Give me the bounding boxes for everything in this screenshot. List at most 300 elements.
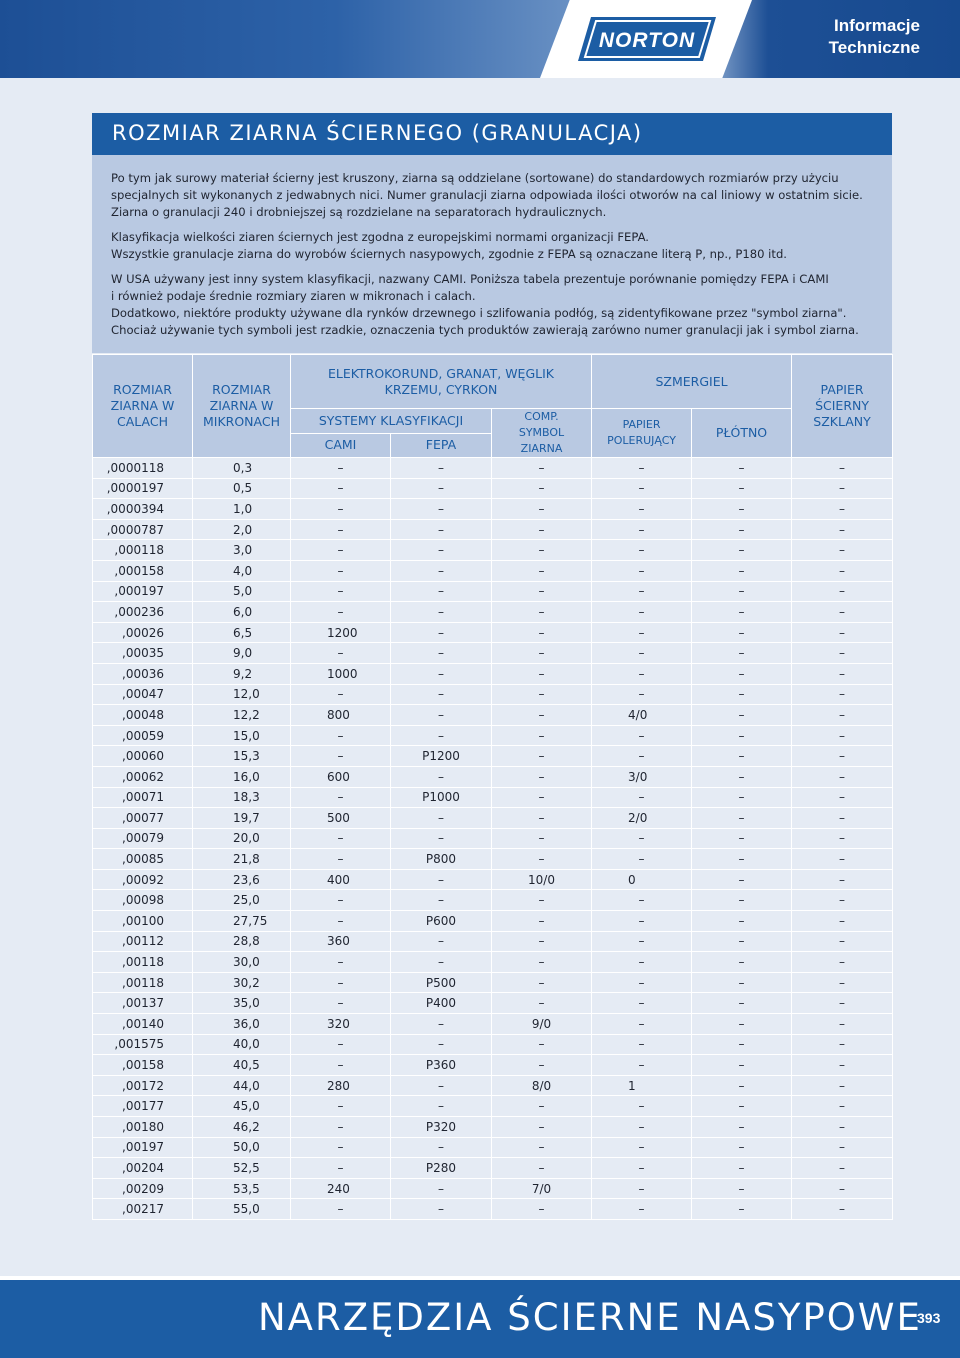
- table-row: [93, 1055, 893, 1076]
- cell-fepa: –: [391, 1014, 492, 1035]
- cell-polishing-paper: –: [592, 787, 692, 808]
- cell-cloth: –: [692, 560, 792, 581]
- cell-cami: 800: [291, 705, 391, 726]
- cell-cami: 1200: [291, 622, 391, 643]
- cell-inch: ,00100: [93, 911, 193, 932]
- table-row: [93, 1137, 893, 1158]
- cell-micron: 6,0: [193, 602, 291, 623]
- section-title-bar: [92, 113, 892, 155]
- cell-polishing-paper: –: [592, 931, 692, 952]
- cell-fepa: P800: [391, 849, 492, 870]
- cell-inch: ,00118: [93, 952, 193, 973]
- cell-micron: 20,0: [193, 828, 291, 849]
- cell-cami: –: [291, 540, 391, 561]
- table-row: [93, 972, 893, 993]
- cell-comp-symbol: –: [492, 705, 592, 726]
- cell-comp-symbol: –: [492, 808, 592, 829]
- table-row: [93, 560, 893, 581]
- cell-cloth: –: [692, 1075, 792, 1096]
- cell-micron: 0,5: [193, 478, 291, 499]
- cell-fepa: –: [391, 1178, 492, 1199]
- table-row: [93, 643, 893, 664]
- cell-glass-paper: –: [792, 643, 893, 664]
- cell-cami: –: [291, 1199, 391, 1220]
- cell-glass-paper: –: [792, 622, 893, 643]
- cell-cloth: –: [692, 663, 792, 684]
- cell-polishing-paper: –: [592, 1117, 692, 1138]
- cell-polishing-paper: –: [592, 993, 692, 1014]
- cell-micron: 44,0: [193, 1075, 291, 1096]
- cell-cloth: –: [692, 1034, 792, 1055]
- cell-comp-symbol: –: [492, 890, 592, 911]
- cell-cloth: –: [692, 1199, 792, 1220]
- table-row: [93, 931, 893, 952]
- cell-polishing-paper: –: [592, 849, 692, 870]
- logo-text: NORTON: [598, 29, 696, 52]
- cell-fepa: –: [391, 499, 492, 520]
- cell-cloth: –: [692, 602, 792, 623]
- cell-inch: ,00217: [93, 1199, 193, 1220]
- cell-inch: ,00177: [93, 1096, 193, 1117]
- cell-polishing-paper: –: [592, 1199, 692, 1220]
- cell-comp-symbol: 7/0: [492, 1178, 592, 1199]
- header-title-line1: Informacje: [834, 16, 920, 35]
- cell-fepa: –: [391, 560, 492, 581]
- cell-fepa: –: [391, 890, 492, 911]
- cell-cloth: –: [692, 869, 792, 890]
- cell-polishing-paper: –: [592, 581, 692, 602]
- cell-inch: ,00048: [93, 705, 193, 726]
- cell-cami: –: [291, 952, 391, 973]
- table-row: [93, 993, 893, 1014]
- table-row: [93, 1199, 893, 1220]
- cell-comp-symbol: –: [492, 1034, 592, 1055]
- cell-micron: 3,0: [193, 540, 291, 561]
- cell-cloth: –: [692, 1014, 792, 1035]
- table-row: [93, 705, 893, 726]
- cell-glass-paper: –: [792, 1158, 893, 1179]
- cell-cloth: –: [692, 766, 792, 787]
- cell-glass-paper: –: [792, 890, 893, 911]
- cell-glass-paper: –: [792, 828, 893, 849]
- cell-cami: 1000: [291, 663, 391, 684]
- cell-micron: 45,0: [193, 1096, 291, 1117]
- cell-inch: ,00035: [93, 643, 193, 664]
- cell-inch: ,000197: [93, 581, 193, 602]
- cell-glass-paper: –: [792, 972, 893, 993]
- cell-glass-paper: –: [792, 1199, 893, 1220]
- cell-micron: 4,0: [193, 560, 291, 581]
- cell-fepa: –: [391, 663, 492, 684]
- cell-comp-symbol: 10/0: [492, 869, 592, 890]
- cell-cloth: –: [692, 725, 792, 746]
- header-cami: CAMI: [291, 433, 391, 458]
- cell-glass-paper: –: [792, 560, 893, 581]
- cell-polishing-paper: –: [592, 725, 692, 746]
- cell-fepa: –: [391, 581, 492, 602]
- header-inch: ROZMIAR ZIARNA W CALACH: [93, 355, 193, 458]
- cell-cami: 280: [291, 1075, 391, 1096]
- table-row: [93, 1014, 893, 1035]
- cell-polishing-paper: –: [592, 1137, 692, 1158]
- cell-cami: –: [291, 602, 391, 623]
- intro-paragraph: [111, 271, 883, 339]
- table-row: [93, 849, 893, 870]
- cell-inch: ,00077: [93, 808, 193, 829]
- cell-cami: –: [291, 849, 391, 870]
- intro-line: W USA używany jest inny system klasyfikacji, nazwany CAMI. Poniższa tabela prezentuje porównanie pomiędzy FEPA i CAMI: [111, 272, 829, 286]
- cell-glass-paper: –: [792, 1055, 893, 1076]
- intro-box: [92, 155, 892, 353]
- table-row: [93, 828, 893, 849]
- cell-cami: –: [291, 560, 391, 581]
- cell-inch: ,00060: [93, 746, 193, 767]
- cell-inch: ,00112: [93, 931, 193, 952]
- cell-comp-symbol: –: [492, 478, 592, 499]
- cell-glass-paper: –: [792, 869, 893, 890]
- cell-polishing-paper: –: [592, 890, 692, 911]
- table-row: [93, 519, 893, 540]
- table-row: [93, 869, 893, 890]
- cell-cami: 500: [291, 808, 391, 829]
- cell-glass-paper: –: [792, 1117, 893, 1138]
- cell-comp-symbol: –: [492, 684, 592, 705]
- cell-fepa: –: [391, 828, 492, 849]
- top-header: [0, 0, 960, 78]
- cell-glass-paper: –: [792, 705, 893, 726]
- cell-comp-symbol: –: [492, 1199, 592, 1220]
- cell-inch: ,000236: [93, 602, 193, 623]
- cell-polishing-paper: –: [592, 972, 692, 993]
- cell-micron: 15,0: [193, 725, 291, 746]
- cell-cloth: –: [692, 1158, 792, 1179]
- cell-glass-paper: –: [792, 540, 893, 561]
- cell-fepa: –: [391, 1137, 492, 1158]
- cell-inch: ,001575: [93, 1034, 193, 1055]
- cell-glass-paper: –: [792, 931, 893, 952]
- cell-fepa: P1000: [391, 787, 492, 808]
- table-row: [93, 1034, 893, 1055]
- cell-glass-paper: –: [792, 581, 893, 602]
- cell-cloth: –: [692, 581, 792, 602]
- table-row: [93, 684, 893, 705]
- cell-cami: –: [291, 519, 391, 540]
- cell-polishing-paper: –: [592, 828, 692, 849]
- header-polishing-paper: PAPIER POLERUJĄCY: [592, 409, 692, 458]
- cell-micron: 16,0: [193, 766, 291, 787]
- cell-micron: 15,3: [193, 746, 291, 767]
- cell-inch: ,00204: [93, 1158, 193, 1179]
- cell-polishing-paper: –: [592, 1055, 692, 1076]
- cell-comp-symbol: –: [492, 766, 592, 787]
- cell-fepa: P400: [391, 993, 492, 1014]
- table-row: [93, 952, 893, 973]
- cell-glass-paper: –: [792, 458, 893, 479]
- cell-micron: 12,2: [193, 705, 291, 726]
- cell-fepa: –: [391, 519, 492, 540]
- cell-micron: 52,5: [193, 1158, 291, 1179]
- cell-micron: 9,2: [193, 663, 291, 684]
- cell-inch: ,00059: [93, 725, 193, 746]
- cell-comp-symbol: –: [492, 602, 592, 623]
- cell-micron: 12,0: [193, 684, 291, 705]
- cell-polishing-paper: –: [592, 560, 692, 581]
- header-cloth: PŁÓTNO: [692, 409, 792, 458]
- cell-cami: –: [291, 1117, 391, 1138]
- cell-micron: 30,2: [193, 972, 291, 993]
- cell-comp-symbol: –: [492, 972, 592, 993]
- cell-cami: –: [291, 1055, 391, 1076]
- cell-comp-symbol: 8/0: [492, 1075, 592, 1096]
- table-row: [93, 911, 893, 932]
- cell-cloth: –: [692, 1055, 792, 1076]
- cell-inch: ,0000787: [93, 519, 193, 540]
- cell-cloth: –: [692, 1096, 792, 1117]
- cell-comp-symbol: –: [492, 458, 592, 479]
- cell-comp-symbol: –: [492, 519, 592, 540]
- table-row: [93, 787, 893, 808]
- cell-inch: ,00047: [93, 684, 193, 705]
- cell-glass-paper: –: [792, 725, 893, 746]
- cell-micron: 40,5: [193, 1055, 291, 1076]
- cell-cami: –: [291, 828, 391, 849]
- norton-logo: [577, 16, 717, 62]
- cell-fepa: –: [391, 1096, 492, 1117]
- cell-fepa: –: [391, 684, 492, 705]
- cell-micron: 2,0: [193, 519, 291, 540]
- cell-cami: –: [291, 725, 391, 746]
- cell-cloth: –: [692, 622, 792, 643]
- cell-glass-paper: –: [792, 519, 893, 540]
- cell-comp-symbol: –: [492, 560, 592, 581]
- cell-fepa: –: [391, 458, 492, 479]
- cell-inch: ,00118: [93, 972, 193, 993]
- cell-fepa: –: [391, 931, 492, 952]
- cell-comp-symbol: –: [492, 849, 592, 870]
- cell-fepa: P360: [391, 1055, 492, 1076]
- cell-inch: ,00137: [93, 993, 193, 1014]
- cell-inch: ,00062: [93, 766, 193, 787]
- cell-cami: –: [291, 458, 391, 479]
- cell-micron: 1,0: [193, 499, 291, 520]
- cell-comp-symbol: –: [492, 746, 592, 767]
- cell-comp-symbol: –: [492, 622, 592, 643]
- cell-comp-symbol: –: [492, 931, 592, 952]
- table-row: [93, 622, 893, 643]
- cell-comp-symbol: 9/0: [492, 1014, 592, 1035]
- cell-glass-paper: –: [792, 808, 893, 829]
- cell-cloth: –: [692, 684, 792, 705]
- cell-glass-paper: –: [792, 849, 893, 870]
- cell-fepa: –: [391, 766, 492, 787]
- cell-comp-symbol: –: [492, 952, 592, 973]
- cell-cami: –: [291, 581, 391, 602]
- cell-cami: –: [291, 1158, 391, 1179]
- cell-glass-paper: –: [792, 478, 893, 499]
- table-row: [93, 478, 893, 499]
- cell-cami: –: [291, 478, 391, 499]
- cell-polishing-paper: 3/0: [592, 766, 692, 787]
- cell-glass-paper: –: [792, 1137, 893, 1158]
- cell-micron: 5,0: [193, 581, 291, 602]
- header-fepa: FEPA: [391, 433, 492, 458]
- table-row: [93, 890, 893, 911]
- cell-comp-symbol: –: [492, 787, 592, 808]
- table-row: [93, 663, 893, 684]
- cell-fepa: –: [391, 705, 492, 726]
- cell-micron: 46,2: [193, 1117, 291, 1138]
- cell-comp-symbol: –: [492, 828, 592, 849]
- cell-cloth: –: [692, 540, 792, 561]
- cell-fepa: –: [391, 622, 492, 643]
- footer-bar: [0, 1280, 960, 1358]
- cell-micron: 30,0: [193, 952, 291, 973]
- cell-cami: –: [291, 1096, 391, 1117]
- cell-polishing-paper: –: [592, 1158, 692, 1179]
- cell-cloth: –: [692, 890, 792, 911]
- cell-comp-symbol: –: [492, 581, 592, 602]
- table-row: [93, 1178, 893, 1199]
- cell-cami: –: [291, 1137, 391, 1158]
- cell-comp-symbol: –: [492, 725, 592, 746]
- cell-inch: ,00098: [93, 890, 193, 911]
- cell-comp-symbol: –: [492, 1117, 592, 1138]
- cell-cloth: –: [692, 931, 792, 952]
- table-row: [93, 581, 893, 602]
- cell-cloth: –: [692, 1137, 792, 1158]
- cell-fepa: –: [391, 952, 492, 973]
- cell-micron: 36,0: [193, 1014, 291, 1035]
- cell-inch: ,000158: [93, 560, 193, 581]
- cell-glass-paper: –: [792, 663, 893, 684]
- cell-micron: 28,8: [193, 931, 291, 952]
- cell-polishing-paper: –: [592, 540, 692, 561]
- header-title: [829, 15, 920, 59]
- cell-comp-symbol: –: [492, 643, 592, 664]
- cell-cami: –: [291, 787, 391, 808]
- cell-inch: ,0000118: [93, 458, 193, 479]
- cell-cami: –: [291, 911, 391, 932]
- cell-micron: 18,3: [193, 787, 291, 808]
- cell-polishing-paper: –: [592, 1178, 692, 1199]
- cell-glass-paper: –: [792, 766, 893, 787]
- cell-inch: ,00209: [93, 1178, 193, 1199]
- cell-fepa: –: [391, 869, 492, 890]
- table-row: [93, 499, 893, 520]
- cell-polishing-paper: 0: [592, 869, 692, 890]
- cell-cloth: –: [692, 828, 792, 849]
- header-micron: ROZMIAR ZIARNA W MIKRONACH: [193, 355, 291, 458]
- cell-fepa: –: [391, 602, 492, 623]
- cell-cloth: –: [692, 478, 792, 499]
- cell-polishing-paper: –: [592, 519, 692, 540]
- cell-micron: 53,5: [193, 1178, 291, 1199]
- intro-line: Po tym jak surowy materiał ścierny jest kruszony, ziarna są oddzielane (sortowane) do standardowych rozmiarów przy użyciu: [111, 171, 839, 185]
- cell-comp-symbol: –: [492, 911, 592, 932]
- cell-cami: –: [291, 684, 391, 705]
- cell-cami: 600: [291, 766, 391, 787]
- cell-polishing-paper: –: [592, 1096, 692, 1117]
- cell-polishing-paper: 1: [592, 1075, 692, 1096]
- cell-inch: ,00180: [93, 1117, 193, 1138]
- intro-line: Ziarna o granulacji 240 i drobniejszej są rozdzielane na separatorach hydraulicznych.: [111, 205, 607, 219]
- cell-polishing-paper: 4/0: [592, 705, 692, 726]
- cell-polishing-paper: –: [592, 1034, 692, 1055]
- cell-micron: 23,6: [193, 869, 291, 890]
- intro-paragraph: [111, 170, 883, 221]
- cell-micron: 21,8: [193, 849, 291, 870]
- table-row: [93, 746, 893, 767]
- header-systems: SYSTEMY KLASYFIKACJI: [291, 409, 492, 434]
- cell-fepa: –: [391, 1075, 492, 1096]
- cell-micron: 55,0: [193, 1199, 291, 1220]
- cell-micron: 0,3: [193, 458, 291, 479]
- grit-size-table: [92, 354, 893, 1220]
- intro-line: Dodatkowo, niektóre produkty używane dla rynków drzewnego i szlifowania podłóg, są zidentyfikowane przez "symbol ziarna".: [111, 306, 847, 320]
- cell-comp-symbol: –: [492, 1055, 592, 1076]
- cell-cami: –: [291, 1034, 391, 1055]
- cell-glass-paper: –: [792, 499, 893, 520]
- table-row: [93, 1096, 893, 1117]
- cell-cami: 360: [291, 931, 391, 952]
- cell-fepa: P1200: [391, 746, 492, 767]
- cell-polishing-paper: –: [592, 684, 692, 705]
- cell-polishing-paper: –: [592, 478, 692, 499]
- cell-glass-paper: –: [792, 911, 893, 932]
- table-row: [93, 725, 893, 746]
- intro-line: i również podaje średnie rozmiary ziaren w mikronach i calach.: [111, 289, 476, 303]
- table-row: [93, 540, 893, 561]
- cell-cloth: –: [692, 787, 792, 808]
- table-row: [93, 1158, 893, 1179]
- header-title-line2: Techniczne: [828, 38, 920, 57]
- cell-inch: ,00079: [93, 828, 193, 849]
- cell-polishing-paper: –: [592, 622, 692, 643]
- cell-glass-paper: –: [792, 787, 893, 808]
- header-emery-group: SZMERGIEL: [592, 355, 792, 409]
- cell-cloth: –: [692, 458, 792, 479]
- cell-inch: ,00197: [93, 1137, 193, 1158]
- cell-comp-symbol: –: [492, 540, 592, 561]
- cell-inch: ,00036: [93, 663, 193, 684]
- cell-comp-symbol: –: [492, 1137, 592, 1158]
- cell-glass-paper: –: [792, 952, 893, 973]
- cell-micron: 40,0: [193, 1034, 291, 1055]
- cell-inch: ,00026: [93, 622, 193, 643]
- cell-comp-symbol: –: [492, 499, 592, 520]
- cell-polishing-paper: –: [592, 952, 692, 973]
- cell-glass-paper: –: [792, 1178, 893, 1199]
- cell-inch: ,00172: [93, 1075, 193, 1096]
- cell-polishing-paper: –: [592, 911, 692, 932]
- cell-comp-symbol: –: [492, 1158, 592, 1179]
- table-row: [93, 1117, 893, 1138]
- cell-fepa: –: [391, 725, 492, 746]
- cell-inch: ,0000197: [93, 478, 193, 499]
- cell-polishing-paper: –: [592, 643, 692, 664]
- cell-polishing-paper: –: [592, 1014, 692, 1035]
- cell-polishing-paper: –: [592, 602, 692, 623]
- cell-cloth: –: [692, 1117, 792, 1138]
- cell-micron: 27,75: [193, 911, 291, 932]
- cell-fepa: –: [391, 540, 492, 561]
- intro-line: specjalnych sit wykonanych z jedwabnych nici. Numer granulacji ziarna odpowiada ilości otworów na cal liniowy w ostatnim sicie.: [111, 188, 863, 202]
- table-row: [93, 808, 893, 829]
- cell-micron: 25,0: [193, 890, 291, 911]
- header-comp-symbol: COMP. SYMBOL ZIARNA: [492, 409, 592, 458]
- cell-polishing-paper: 2/0: [592, 808, 692, 829]
- cell-comp-symbol: –: [492, 1096, 592, 1117]
